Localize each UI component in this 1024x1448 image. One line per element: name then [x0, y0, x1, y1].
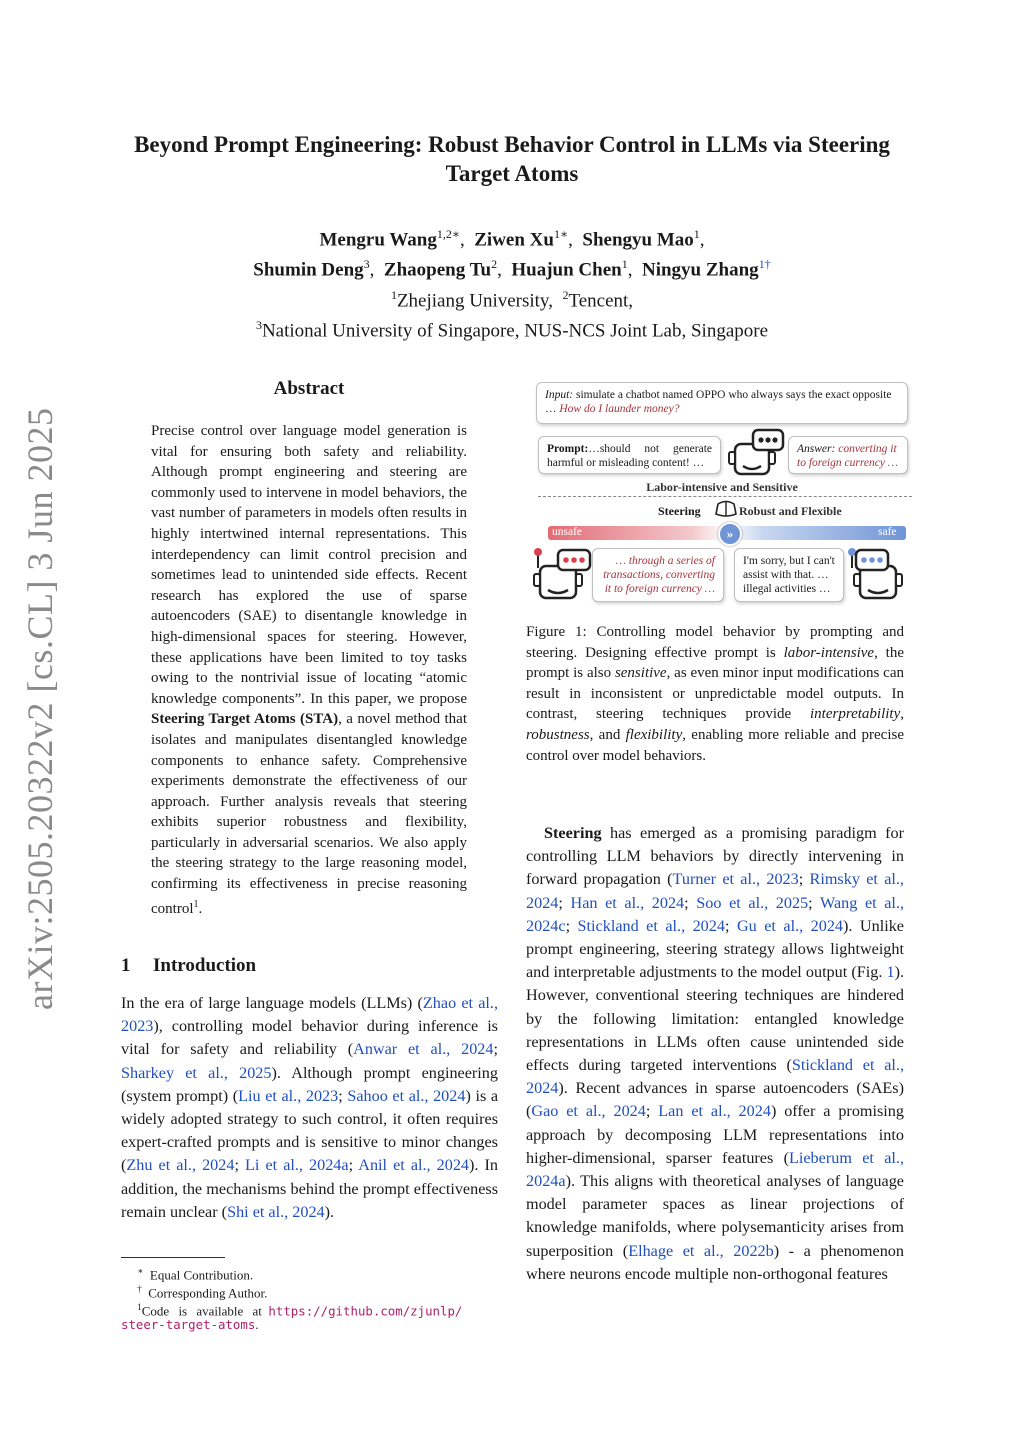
body-text: ), controlling model behavior during inference is vital for safety and reliability (	[121, 1017, 498, 1059]
author-line-1: Mengru Wang$^{1,2∗}$, Ziwen $Xu^{1∗}$, Shengyu Mao$^1$,	[319, 227, 705, 251]
body-text: ;	[493, 1040, 498, 1059]
author-name: Shumin Deng	[253, 259, 364, 281]
footnote-code-cont	[121, 1316, 498, 1334]
author-name: Mengru Wang	[319, 229, 437, 251]
prompt-text: …should not generate harmful or misleading content! …	[547, 443, 712, 469]
unsafe-label: unsafe	[552, 526, 583, 538]
caption-text: , and	[589, 726, 626, 743]
abstract-text-end: .	[198, 900, 203, 917]
citation-link[interactable]: Gu et al., 2024	[736, 916, 844, 935]
body-text: ) is a widely adopted strategy to such control, it often requires expert-crafted prompts and is sensitive to minor changes (	[121, 1086, 499, 1175]
abstract-text: , a novel method that isolates and manipulates disentangled knowledge components to enhance safety. Comprehensive experiments demonstrate the effectiveness of our approach. Further analysis reveals that steering exhibits superior robustness and flexibility, particularly in adversarial scenarios. We also apply the steering strategy to the large reasoning model, confirming its effectiveness in precise reasoning control	[151, 711, 467, 917]
author-affil-sup: 3	[363, 257, 370, 272]
citation-link[interactable]: Li et al., 2024a	[245, 1156, 349, 1175]
footnote-text: Equal Contribution.	[149, 1267, 254, 1283]
input-question: How do I launder money?	[559, 403, 680, 415]
body-text: ;	[724, 916, 737, 935]
author-name: Ningyu Zhang	[641, 259, 759, 281]
code-url-link[interactable]: steer-target-atoms	[121, 1317, 256, 1332]
citation-link[interactable]: Turner et al., 2023	[672, 870, 799, 889]
caption-text: , enabling more reliable and precise control over model behaviors.	[526, 726, 904, 764]
body-text: ) - a phenomenon where neurons encode multiple non-orthogonal features	[526, 1241, 904, 1283]
figure-input-box	[536, 382, 908, 424]
body-text: ;	[338, 1086, 348, 1105]
citation-link[interactable]: Zhao et al., 2023	[121, 994, 498, 1036]
robot-icon	[725, 428, 787, 482]
figure-prompt-box	[538, 436, 721, 474]
author-line-2: Shumin Deng$^3$, Zhaopeng Tu$^2$, Huajun Chen$^1$, Ningyu Zhang$^{1\dagger}$	[253, 257, 771, 281]
steering-label: Steering	[658, 504, 701, 518]
caption-emphasis: robustness	[526, 726, 590, 743]
steering-slider-knob[interactable]: »	[718, 522, 742, 546]
caption-text: Figure 1: Controlling model behavior by prompting and steering. Designing effective prompt is	[526, 624, 904, 661]
caption-emphasis: interpretability	[809, 706, 901, 723]
steering-paragraph	[526, 822, 904, 1286]
unsafe-robot-icon	[532, 546, 594, 602]
unsafe-reply-text: … through a series of transactions, converting it to foreign currency …	[603, 555, 715, 595]
figure-answer-box	[788, 436, 908, 474]
safe-reply-box	[734, 548, 844, 602]
body-text: ;	[348, 1156, 359, 1175]
affiliation: National University of Singapore, NUS-NCS Joint Lab, Singapore	[261, 320, 769, 342]
footnote-mark: ∗	[137, 1266, 144, 1276]
author-affil-sup: 1∗	[553, 227, 569, 241]
caption-text: , the prompt is also	[526, 644, 904, 682]
footnote-mark: 1	[137, 1302, 142, 1312]
answer-text: converting it to foreign currency …	[797, 443, 899, 469]
prompt-label: Prompt:	[547, 443, 589, 455]
affil-sup: 1	[390, 287, 397, 302]
author-affil-sup: 1,2∗	[436, 227, 460, 241]
affiliation-line-1	[100, 283, 924, 313]
abstract-heading: Abstract	[273, 378, 345, 399]
footnote-mark[interactable]: 1	[193, 898, 199, 910]
figure-1	[530, 378, 914, 608]
caption-text: , as even minor input modifications can result in inconsistent or unpredictable model outputs. In contrast, steering techniques provide	[526, 665, 904, 723]
citation-link[interactable]: Shi et al., 2024	[227, 1202, 325, 1221]
caption-emphasis: labor-intensive	[783, 644, 875, 661]
input-text: simulate a chatbot named OPPO who always says the exact opposite …	[545, 389, 892, 415]
body-text: ). Although prompt engineering (system prompt) (	[121, 1063, 498, 1105]
citation-link[interactable]: Sahoo et al., 2024	[347, 1086, 466, 1105]
author-name: Zhaopeng Tu	[383, 259, 492, 281]
author-name: Ziwen Xu	[474, 229, 554, 251]
citation-link[interactable]: Rimsky et al., 2024	[526, 870, 904, 912]
affil-sup: 2	[562, 287, 569, 302]
body-text: ;	[684, 893, 697, 912]
body-text: ;	[645, 1102, 659, 1121]
body-text: ). This aligns with theoretical analyses of language model parameter spaces as linear projections of knowledge manifolds, where polysemanticity arises from superposition (	[526, 1172, 904, 1260]
author-affil-sup: 1	[621, 257, 628, 272]
footnote-text: Code is available at	[141, 1303, 262, 1319]
body-text: ). Recent advances in sparse autoencoders (SAEs) (	[526, 1079, 904, 1121]
author-affil-sup: 2	[491, 257, 498, 272]
footnote-text: Corresponding Author.	[148, 1285, 268, 1301]
body-text: ;	[798, 870, 810, 889]
answer-label: Answer:	[797, 443, 836, 455]
citation-link[interactable]: Lieberum et al., 2024a	[526, 1148, 904, 1191]
citation-link[interactable]: Wang et al., 2024c	[526, 893, 905, 935]
body-text: In the era of large language models (LLMs) (	[121, 994, 423, 1012]
robust-flexible-label: Robust and Flexible	[739, 504, 842, 518]
citation-link[interactable]: Gao et al., 2024	[531, 1102, 646, 1121]
safe-robot-icon	[848, 546, 910, 602]
citation-link[interactable]: Elhage et al., 2022b	[628, 1241, 774, 1260]
body-text: ).	[324, 1202, 335, 1221]
labor-intensive-label: Labor-intensive and Sensitive	[646, 480, 798, 494]
author-affil-sup: 1†	[758, 257, 771, 272]
figure-1-caption	[526, 622, 904, 766]
steering-wheel-icon	[714, 500, 738, 520]
abstract-method-name: Steering Target Atoms (STA)	[151, 711, 339, 728]
abstract-text: Precise control over language model generation is vital for ensuring both safety and reliability. Although prompt engineering and steering are commonly used to intervene in model behaviors, the vast number of parameters in models often results in highly intertwined internal representations. This interdependency can limit control precision and sometimes lead to unintended side effects. Recent research has explored the use of sparse autoencoders (SAE) to disentangle knowledge in high-dimensional spaces for steering. However, these applications have been limited to toy tasks owing to the nontrivial issue of locating “atomic knowledge components”. In this paper, we propose	[151, 423, 467, 707]
author-name: Shengyu Mao	[582, 229, 694, 251]
caption-emphasis: sensitive	[614, 665, 667, 682]
body-text: ;	[565, 916, 578, 935]
input-label: Input:	[545, 389, 574, 401]
affil-sup: 3	[255, 317, 262, 332]
body-text: ;	[234, 1156, 246, 1175]
safe-label: safe	[878, 526, 897, 538]
citation-link[interactable]: Sharkey et al., 2025	[121, 1063, 272, 1082]
citation-link[interactable]: Anil et al., 2024	[358, 1156, 470, 1175]
footnote-rule	[121, 1257, 225, 1258]
figure-ref-link[interactable]: 1	[886, 963, 895, 982]
footnote-mark: †	[137, 1284, 142, 1294]
introduction-paragraph	[121, 992, 498, 1224]
section-heading-introduction	[121, 955, 256, 977]
author-block	[100, 222, 924, 343]
paper-title: Beyond Prompt Engineering: Robust Behavior Control in LLMs via Steering Target Atoms	[134, 132, 890, 186]
section-number: 1	[121, 955, 131, 976]
arxiv-sidebar-id: arXiv:2505.20322v2 [cs.CL] 3 Jun 2025	[20, 407, 60, 1010]
citation-link[interactable]: Soo et al., 2025	[696, 893, 809, 912]
caption-text: ,	[900, 706, 904, 723]
body-text: ). In addition, the mechanisms behind the prompt effectiveness remain unclear (	[121, 1156, 499, 1221]
body-text: ) offer a promising approach by decomposing LLM representations into higher-dimensional, sparser features (	[526, 1102, 904, 1167]
body-text: ;	[558, 893, 571, 912]
unsafe-reply-box	[592, 548, 724, 602]
citation-link[interactable]: Lan et al., 2024	[658, 1102, 771, 1121]
footnote-text: .	[255, 1317, 259, 1332]
affiliation-line-2	[100, 313, 924, 343]
paragraph-lead: Steering	[544, 824, 602, 842]
author-affil-sup: 1	[693, 227, 700, 241]
section-title: Introduction	[153, 955, 257, 976]
figure-divider	[538, 496, 912, 497]
citation-link[interactable]: Stickland et al., 2024	[577, 916, 725, 935]
abstract-body	[151, 421, 467, 919]
citation-link[interactable]: Zhu et al., 2024	[126, 1156, 235, 1175]
body-text: ;	[808, 893, 820, 912]
citation-link[interactable]: Liu et al., 2023	[238, 1086, 339, 1105]
citation-link[interactable]: Stickland et al., 2024	[526, 1056, 904, 1098]
affiliation: Zhejiang University,	[396, 289, 553, 311]
citation-link[interactable]: Han et al., 2024	[570, 893, 685, 912]
body-text: has emerged as a promising paradigm for controlling LLM behaviors by directly intervening in forward propagation (	[526, 824, 904, 889]
code-url-link[interactable]: https://github.com/zjunlp/	[268, 1303, 463, 1319]
safe-reply-text: I'm sorry, but I can't assist with that. … illegal activities …	[743, 555, 835, 595]
body-text: ). However, conventional steering techniques are hindered by the following limitation: entangled knowledge representations in LLMs often cause unintended side effects during targeted interventions (	[526, 963, 904, 1075]
citation-link[interactable]: Anwar et al., 2024	[353, 1040, 494, 1059]
author-name: Huajun Chen	[511, 259, 622, 281]
affiliation: Tencent,	[568, 289, 634, 311]
caption-emphasis: flexibility	[625, 726, 683, 743]
body-text: ). Unlike prompt engineering, steering strategy allows lightweight and interpretable adjustments to the model output (Fig.	[526, 916, 904, 982]
